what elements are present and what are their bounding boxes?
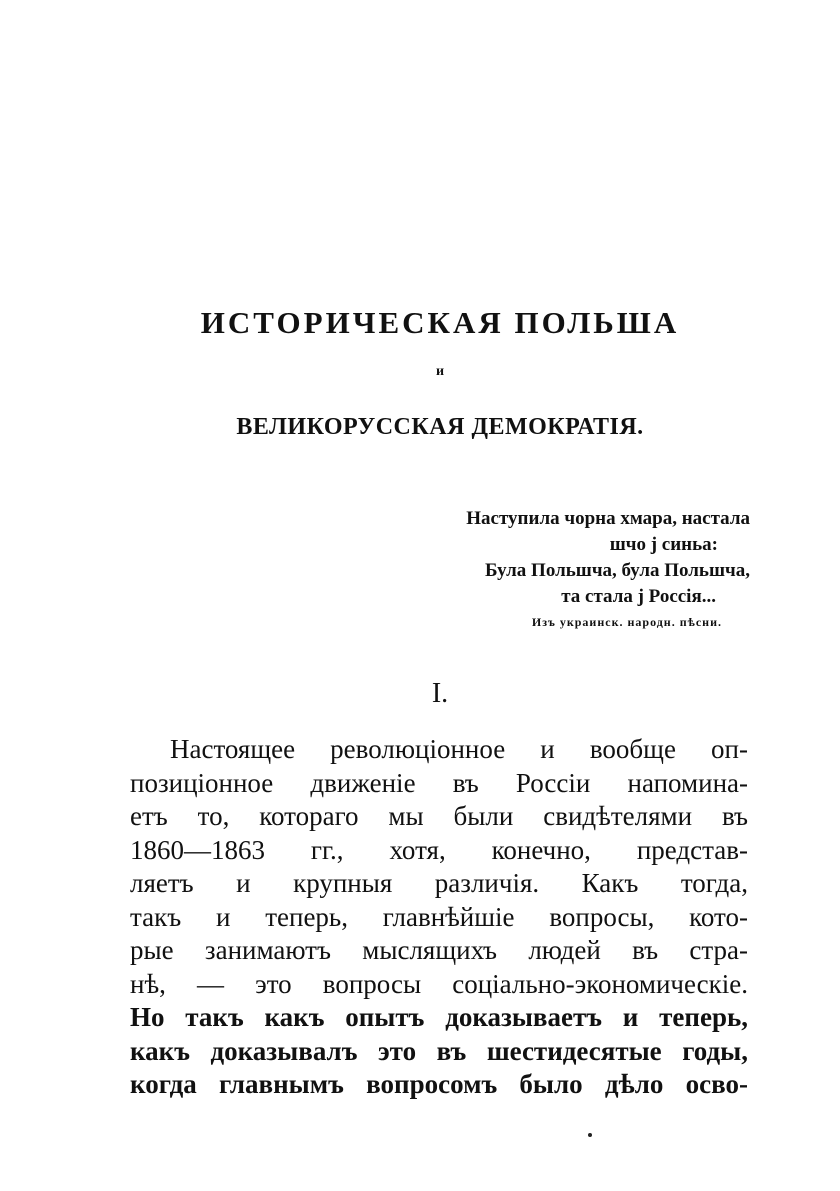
ink-speck bbox=[588, 1133, 592, 1137]
body-line: когда главнымъ вопросомъ было дѣло осво- bbox=[130, 1069, 748, 1099]
body-line: рые занимаютъ мыслящихъ людей въ стра- bbox=[130, 935, 748, 965]
title-conjunction: и bbox=[435, 364, 445, 379]
body-line: нѣ, — это вопросы соціально-экономическіе. bbox=[130, 968, 748, 999]
body-line: Но такъ какъ опытъ доказываетъ и теперь, bbox=[130, 1002, 748, 1032]
body-line: Настоящее революціонное и вообще оп- bbox=[170, 734, 748, 764]
page-subtitle: ВЕЛИКОРУССКАЯ ДЕМОКРАТІЯ. bbox=[236, 414, 644, 440]
body-line: 1860—1863 гг., хотя, конечно, представ- bbox=[130, 834, 748, 865]
body-line: ляетъ и крупныя различія. Какъ тогда, bbox=[130, 868, 748, 898]
epigraph-line: та стала ј Россія... bbox=[561, 586, 716, 607]
body-paragraph bbox=[130, 733, 748, 1102]
epigraph-line: шчо ј синьа: bbox=[609, 534, 718, 555]
body-line: такъ и теперь, главнѣйшіе вопросы, кото- bbox=[130, 901, 748, 932]
body-line: етъ то, котораго мы были свидѣтелями въ bbox=[130, 801, 748, 831]
body-line: какъ доказывалъ это въ шестидесятые годы, bbox=[130, 1035, 748, 1066]
epigraph-line: Наступила чорна хмара, настала bbox=[466, 508, 750, 529]
body-line: позиціонное движеніе въ Россіи напомина- bbox=[130, 767, 748, 798]
section-number: I. bbox=[431, 678, 449, 709]
epigraph bbox=[360, 506, 752, 632]
page-title: ИСТОРИЧЕСКАЯ ПОЛЬША bbox=[200, 305, 680, 340]
epigraph-source: Изъ украинск. народн. пѣсни. bbox=[531, 615, 722, 629]
epigraph-line: Була Польшча, була Польшча, bbox=[485, 560, 750, 581]
